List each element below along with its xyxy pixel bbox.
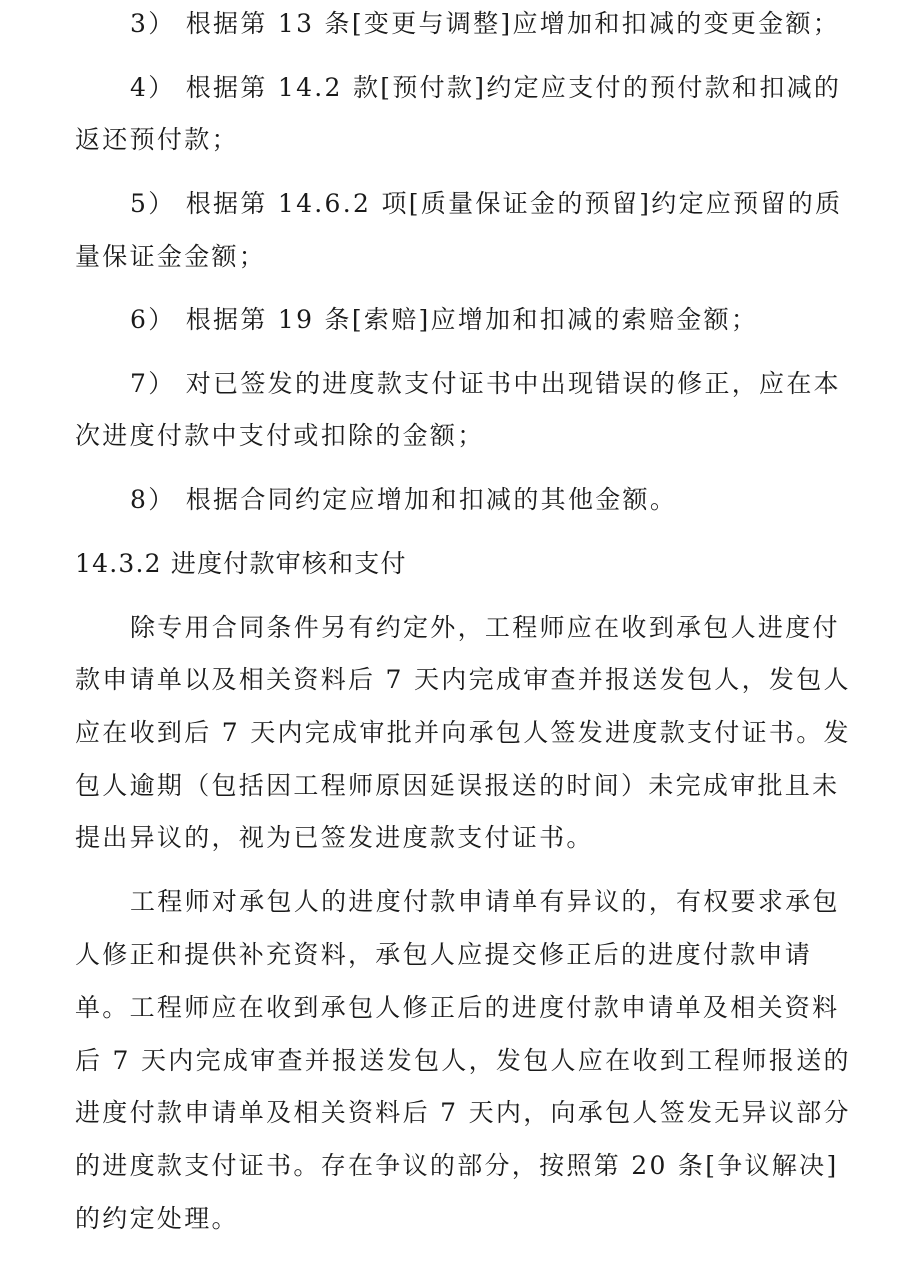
item-5-line-1: 5） 根据第 14.6.2 项[质量保证金的预留]约定应预留的质	[130, 189, 843, 218]
item-5-line-2: 量保证金金额；	[75, 242, 267, 271]
paragraph-1-line-2: 款申请单以及相关资料后 7 天内完成审查并报送发包人，发包人	[75, 665, 851, 694]
item-4-line-1: 4） 根据第 14.2 款[预付款]约定应支付的预付款和扣减的	[130, 73, 842, 102]
paragraph-2-line-6: 的进度款支付证书。存在争议的部分，按照第 20 条[争议解决]	[75, 1151, 839, 1180]
section-heading: 14.3.2 进度付款审核和支付	[75, 549, 407, 578]
paragraph-1-line-4: 包人逾期（包括因工程师原因延误报送的时间）未完成审批且未	[75, 771, 840, 800]
paragraph-1-line-1: 除专用合同条件另有约定外，工程师应在收到承包人进度付	[130, 613, 840, 642]
paragraph-1-line-5: 提出异议的，视为已签发进度款支付证书。	[75, 823, 594, 852]
paragraph-1-line-3: 应在收到后 7 天内完成审批并向承包人签发进度款支付证书。发	[75, 718, 851, 747]
paragraph-2-line-4: 后 7 天内完成审查并报送发包人，发包人应在收到工程师报送的	[75, 1046, 851, 1075]
paragraph-2-line-2: 人修正和提供补充资料，承包人应提交修正后的进度付款申请	[75, 940, 813, 969]
item-4-line-2: 返还预付款；	[75, 125, 239, 154]
item-7-line-2: 次进度付款中支付或扣除的金额；	[75, 421, 485, 450]
item-3-line-1: 3） 根据第 13 条[变更与调整]应增加和扣减的变更金额；	[130, 9, 841, 38]
item-8-line-1: 8） 根据合同约定应增加和扣减的其他金额。	[130, 485, 678, 514]
item-6-line-1: 6） 根据第 19 条[索赔]应增加和扣减的索赔金额；	[130, 305, 759, 334]
item-7-line-1: 7） 对已签发的进度款支付证书中出现错误的修正，应在本	[130, 369, 841, 398]
paragraph-2-line-3: 单。工程师应在收到承包人修正后的进度付款申请单及相关资料	[75, 993, 840, 1022]
paragraph-2-line-1: 工程师对承包人的进度付款申请单有异议的，有权要求承包	[130, 887, 840, 916]
paragraph-2-line-7: 的约定处理。	[75, 1204, 239, 1233]
paragraph-2-line-5: 进度付款申请单及相关资料后 7 天内，向承包人签发无异议部分	[75, 1098, 851, 1127]
